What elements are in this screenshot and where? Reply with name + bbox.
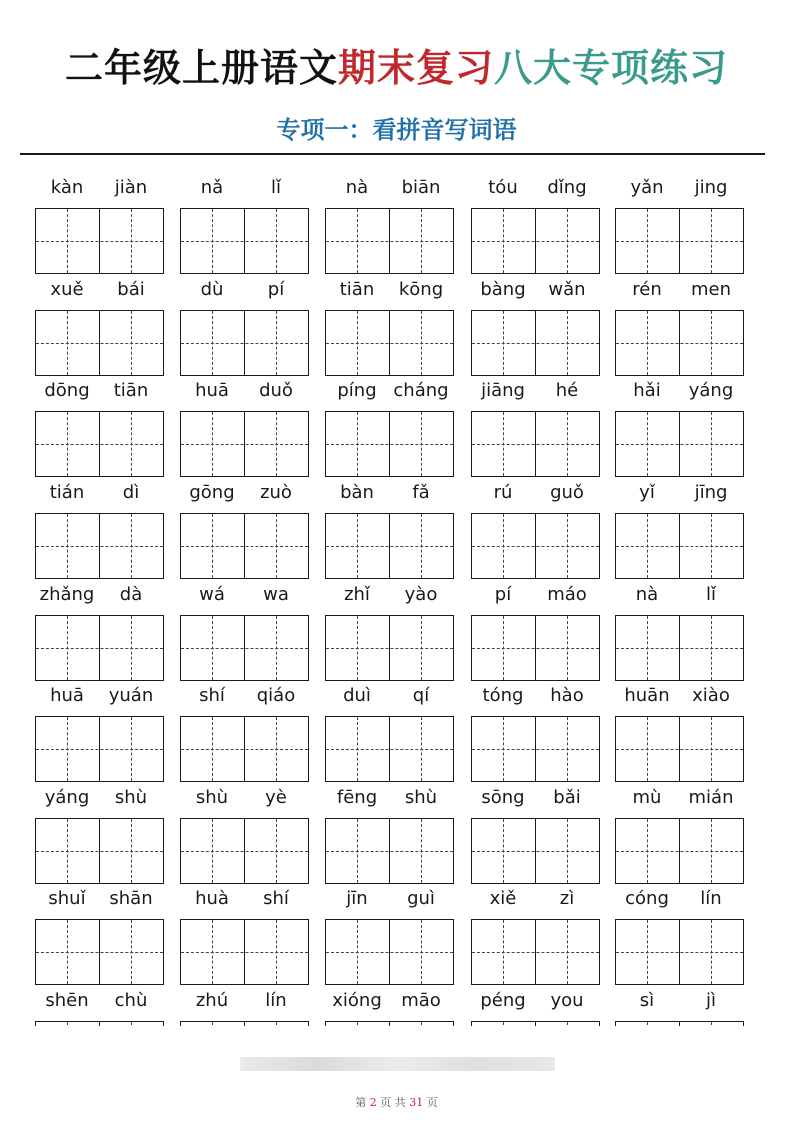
pinyin-syllable: máo: [547, 584, 587, 605]
pinyin-syllable: shān: [109, 888, 153, 909]
writing-box-pair[interactable]: [471, 1021, 600, 1026]
box-divider: [535, 1022, 536, 1026]
pinyin-syllable: jì: [705, 990, 716, 1011]
pinyin-syllable: tián: [49, 482, 85, 503]
pinyin-syllable: jiāng: [481, 380, 525, 401]
guide-line: [472, 851, 599, 852]
pinyin-syllable: jīn: [346, 888, 368, 909]
pinyin-syllable: zhú: [195, 990, 229, 1011]
writing-box-pair[interactable]: [180, 310, 309, 376]
pinyin-syllable: píng: [337, 380, 377, 401]
word-item: [615, 373, 744, 473]
guide-line: [616, 952, 743, 953]
pinyin-syllable: wǎn: [548, 279, 586, 300]
pinyin-syllable: dù: [200, 279, 224, 300]
guide-line: [212, 1022, 213, 1026]
blurred-footer-text: [240, 1057, 555, 1071]
pinyin-syllable: lǐ: [270, 177, 281, 198]
writing-box-pair[interactable]: [35, 818, 164, 884]
pinyin-syllable: yáng: [44, 787, 90, 808]
pinyin-syllable: yáng: [688, 380, 734, 401]
pinyin-syllable: dǐng: [547, 177, 587, 198]
word-item: [180, 678, 309, 778]
pinyin-syllable: zuò: [260, 482, 292, 503]
pinyin-syllable: hé: [555, 380, 579, 401]
word-item: [325, 881, 454, 981]
writing-box-pair[interactable]: [180, 818, 309, 884]
word-item: [325, 475, 454, 575]
pinyin-syllable: qiáo: [256, 685, 296, 706]
word-item: [471, 678, 600, 778]
pinyin-syllable: wá: [199, 584, 225, 605]
writing-box-pair[interactable]: [471, 615, 600, 681]
word-item: [180, 373, 309, 473]
writing-box-pair[interactable]: [180, 615, 309, 681]
word-item: [471, 780, 600, 880]
pinyin-syllable: duǒ: [259, 380, 293, 401]
word-item: [35, 170, 164, 270]
title-part-grade: 二年级上册语文: [64, 45, 338, 90]
page-current: 2: [369, 1096, 377, 1109]
pinyin-syllable: tiān: [113, 380, 149, 401]
word-item: [615, 170, 744, 270]
writing-box-pair[interactable]: [325, 310, 454, 376]
pinyin-syllable: lǐ: [705, 584, 716, 605]
pinyin-syllable: jiàn: [114, 177, 148, 198]
writing-box-pair[interactable]: [615, 208, 744, 274]
box-divider: [679, 1022, 680, 1026]
guide-line: [357, 1022, 358, 1026]
pinyin-syllable: xiě: [489, 888, 517, 909]
word-item: [471, 577, 600, 677]
word-item: [35, 475, 164, 575]
writing-box-pair[interactable]: [471, 411, 600, 477]
writing-box-pair[interactable]: [471, 919, 600, 985]
pinyin-syllable: pí: [267, 279, 285, 300]
word-item: [615, 577, 744, 677]
writing-box-pair[interactable]: [35, 411, 164, 477]
word-item: [471, 983, 600, 1026]
word-item: [471, 272, 600, 372]
pinyin-syllable: zhǐ: [344, 584, 370, 605]
word-item: [325, 170, 454, 270]
box-divider: [244, 1022, 245, 1026]
writing-box-pair[interactable]: [35, 208, 164, 274]
word-item: [325, 272, 454, 372]
pinyin-syllable: yǎn: [630, 177, 664, 198]
pinyin-syllable: bàn: [340, 482, 374, 503]
guide-line: [36, 444, 163, 445]
page-prefix: 第: [355, 1096, 367, 1109]
pinyin-syllable: zì: [559, 888, 575, 909]
writing-box-pair[interactable]: [471, 208, 600, 274]
writing-box-pair[interactable]: [615, 1021, 744, 1026]
writing-box-pair[interactable]: [471, 310, 600, 376]
pinyin-syllable: shù: [195, 787, 229, 808]
guide-line: [36, 343, 163, 344]
word-item: [180, 577, 309, 677]
box-divider: [99, 1022, 100, 1026]
word-item: [471, 170, 600, 270]
guide-line: [326, 749, 453, 750]
writing-box-pair[interactable]: [325, 208, 454, 274]
writing-box-pair[interactable]: [35, 1021, 164, 1026]
pinyin-syllable: hǎi: [633, 380, 661, 401]
word-practice-grid: [0, 160, 793, 1026]
writing-box-pair[interactable]: [325, 1021, 454, 1026]
section-subtitle: 专项一：看拼音写词语: [276, 115, 517, 144]
pinyin-syllable: cháng: [393, 380, 449, 401]
guide-line: [503, 1022, 504, 1026]
title-part-review: 期末复习: [337, 45, 494, 90]
writing-box-pair[interactable]: [180, 716, 309, 782]
guide-line: [36, 648, 163, 649]
word-item: [325, 983, 454, 1026]
pinyin-syllable: yè: [265, 787, 287, 808]
pinyin-syllable: shí: [199, 685, 225, 706]
pinyin-syllable: tóng: [482, 685, 524, 706]
word-item: [325, 577, 454, 677]
pinyin-syllable: guì: [407, 888, 435, 909]
guide-line: [36, 952, 163, 953]
word-item: [35, 373, 164, 473]
page-middle: 页 共: [380, 1096, 406, 1109]
page-suffix: 页: [426, 1096, 438, 1109]
pinyin-syllable: rén: [632, 279, 662, 300]
pinyin-syllable: kōng: [398, 279, 444, 300]
word-item: [35, 678, 164, 778]
word-item: [180, 983, 309, 1026]
pinyin-syllable: mián: [688, 787, 734, 808]
writing-box-pair[interactable]: [615, 615, 744, 681]
pinyin-syllable: bái: [117, 279, 145, 300]
word-item: [35, 780, 164, 880]
pinyin-syllable: huā: [50, 685, 84, 706]
word-item: [325, 678, 454, 778]
guide-line: [326, 546, 453, 547]
writing-box-pair[interactable]: [615, 919, 744, 985]
title-part-practice: 八大专项练习: [494, 45, 729, 90]
pinyin-syllable: biān: [401, 177, 441, 198]
word-item: [180, 475, 309, 575]
guide-line: [276, 1022, 277, 1026]
pinyin-syllable: tiān: [339, 279, 375, 300]
guide-line: [472, 749, 599, 750]
pinyin-syllable: huā: [195, 380, 229, 401]
pinyin-syllable: sì: [639, 990, 655, 1011]
pinyin-syllable: māo: [401, 990, 441, 1011]
pinyin-syllable: rú: [493, 482, 513, 503]
guide-line: [181, 241, 308, 242]
pinyin-syllable: cóng: [625, 888, 669, 909]
guide-line: [326, 444, 453, 445]
word-item: [615, 983, 744, 1026]
writing-box-pair[interactable]: [35, 513, 164, 579]
pinyin-syllable: xuě: [50, 279, 84, 300]
guide-line: [326, 851, 453, 852]
page-number: [0, 1095, 793, 1111]
divider-line: [20, 153, 765, 155]
word-item: [471, 475, 600, 575]
guide-line: [616, 749, 743, 750]
pinyin-syllable: nà: [635, 584, 659, 605]
writing-box-pair[interactable]: [325, 818, 454, 884]
word-item: [325, 780, 454, 880]
pinyin-syllable: huà: [195, 888, 229, 909]
guide-line: [181, 343, 308, 344]
guide-line: [616, 546, 743, 547]
box-divider: [389, 1022, 390, 1026]
pinyin-syllable: guǒ: [550, 482, 584, 503]
guide-line: [616, 648, 743, 649]
pinyin-syllable: you: [550, 990, 584, 1011]
word-item: [35, 983, 164, 1026]
writing-box-pair[interactable]: [35, 716, 164, 782]
pinyin-syllable: sōng: [481, 787, 525, 808]
pinyin-syllable: jīng: [694, 482, 728, 503]
writing-box-pair[interactable]: [615, 411, 744, 477]
pinyin-syllable: kàn: [50, 177, 84, 198]
writing-box-pair[interactable]: [615, 818, 744, 884]
guide-line: [36, 851, 163, 852]
pinyin-syllable: xióng: [332, 990, 382, 1011]
guide-line: [326, 648, 453, 649]
pinyin-syllable: xiào: [692, 685, 730, 706]
writing-box-pair[interactable]: [35, 310, 164, 376]
guide-line: [472, 241, 599, 242]
writing-box-pair[interactable]: [325, 919, 454, 985]
guide-line: [181, 648, 308, 649]
word-item: [180, 170, 309, 270]
writing-box-pair[interactable]: [325, 411, 454, 477]
word-item: [615, 780, 744, 880]
guide-line: [326, 241, 453, 242]
pinyin-syllable: qí: [412, 685, 430, 706]
guide-line: [36, 749, 163, 750]
writing-box-pair[interactable]: [180, 513, 309, 579]
writing-box-pair[interactable]: [471, 716, 600, 782]
pinyin-syllable: dà: [119, 584, 143, 605]
pinyin-syllable: gōng: [189, 482, 235, 503]
pinyin-syllable: fēng: [336, 787, 378, 808]
word-item: [35, 881, 164, 981]
word-item: [615, 678, 744, 778]
guide-line: [36, 546, 163, 547]
guide-line: [616, 444, 743, 445]
pinyin-syllable: yǐ: [639, 482, 655, 503]
writing-box-pair[interactable]: [615, 310, 744, 376]
guide-line: [181, 851, 308, 852]
writing-box-pair[interactable]: [180, 411, 309, 477]
writing-box-pair[interactable]: [35, 615, 164, 681]
pinyin-syllable: duì: [343, 685, 371, 706]
writing-box-pair[interactable]: [615, 716, 744, 782]
pinyin-syllable: yào: [404, 584, 438, 605]
guide-line: [181, 546, 308, 547]
guide-line: [181, 444, 308, 445]
page-title: [0, 40, 793, 96]
word-item: [471, 373, 600, 473]
pinyin-syllable: chù: [114, 990, 148, 1011]
pinyin-syllable: pí: [494, 584, 512, 605]
guide-line: [616, 241, 743, 242]
pinyin-syllable: tóu: [488, 177, 518, 198]
word-item: [615, 881, 744, 981]
word-item: [615, 475, 744, 575]
word-item: [180, 881, 309, 981]
guide-line: [567, 1022, 568, 1026]
guide-line: [472, 546, 599, 547]
guide-line: [472, 343, 599, 344]
guide-line: [616, 343, 743, 344]
word-item: [471, 881, 600, 981]
pinyin-syllable: péng: [480, 990, 526, 1011]
writing-box-pair[interactable]: [325, 716, 454, 782]
word-item: [180, 272, 309, 372]
guide-line: [67, 1022, 68, 1026]
pinyin-syllable: shuǐ: [48, 888, 86, 909]
pinyin-syllable: shù: [404, 787, 438, 808]
guide-line: [326, 343, 453, 344]
guide-line: [36, 241, 163, 242]
pinyin-syllable: shēn: [45, 990, 89, 1011]
guide-line: [181, 952, 308, 953]
guide-line: [711, 1022, 712, 1026]
pinyin-syllable: fǎ: [412, 482, 430, 503]
guide-line: [647, 1022, 648, 1026]
guide-line: [326, 952, 453, 953]
pinyin-syllable: jing: [694, 177, 728, 198]
guide-line: [472, 444, 599, 445]
guide-line: [472, 648, 599, 649]
guide-line: [472, 952, 599, 953]
pinyin-syllable: dì: [122, 482, 140, 503]
word-item: [35, 577, 164, 677]
guide-line: [421, 1022, 422, 1026]
pinyin-syllable: wa: [263, 584, 289, 605]
pinyin-syllable: bàng: [480, 279, 526, 300]
word-item: [615, 272, 744, 372]
word-item: [325, 373, 454, 473]
guide-line: [181, 749, 308, 750]
pinyin-syllable: huān: [624, 685, 670, 706]
pinyin-syllable: zhǎng: [39, 584, 95, 605]
pinyin-syllable: nǎ: [200, 177, 224, 198]
page-total: 31: [409, 1096, 424, 1109]
pinyin-syllable: lín: [265, 990, 287, 1011]
pinyin-syllable: lín: [700, 888, 722, 909]
pinyin-syllable: bǎi: [553, 787, 581, 808]
pinyin-syllable: hào: [550, 685, 584, 706]
pinyin-syllable: mù: [632, 787, 662, 808]
pinyin-syllable: dōng: [44, 380, 90, 401]
pinyin-syllable: men: [690, 279, 732, 300]
pinyin-syllable: shí: [263, 888, 289, 909]
word-item: [35, 272, 164, 372]
writing-box-pair[interactable]: [325, 513, 454, 579]
writing-box-pair[interactable]: [471, 818, 600, 884]
writing-box-pair[interactable]: [325, 615, 454, 681]
word-item: [180, 780, 309, 880]
guide-line: [616, 851, 743, 852]
guide-line: [131, 1022, 132, 1026]
writing-box-pair[interactable]: [35, 919, 164, 985]
writing-box-pair[interactable]: [615, 513, 744, 579]
writing-box-pair[interactable]: [180, 208, 309, 274]
pinyin-syllable: nà: [345, 177, 369, 198]
writing-box-pair[interactable]: [180, 919, 309, 985]
pinyin-syllable: shù: [114, 787, 148, 808]
writing-box-pair[interactable]: [471, 513, 600, 579]
pinyin-syllable: yuán: [108, 685, 154, 706]
writing-box-pair[interactable]: [180, 1021, 309, 1026]
